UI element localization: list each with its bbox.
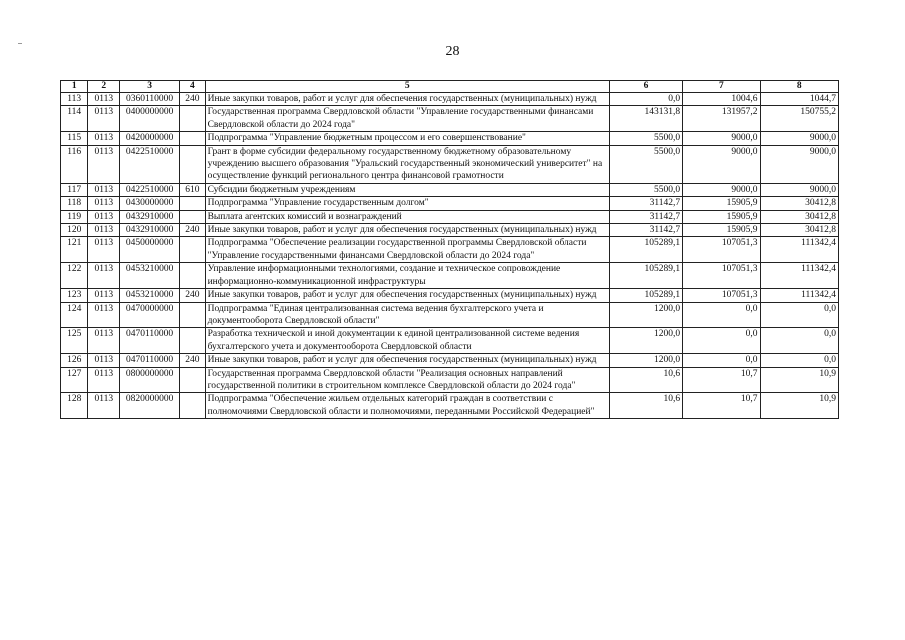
- amount-col-8: 150755,2: [760, 106, 838, 132]
- section-code: 0113: [88, 354, 120, 367]
- row-number: 123: [61, 289, 88, 302]
- target-article-code: 0450000000: [120, 237, 180, 263]
- table-row: [61, 289, 839, 302]
- row-number: 128: [61, 393, 88, 419]
- section-code: 0113: [88, 289, 120, 302]
- amount-col-8: 111342,4: [760, 263, 838, 289]
- amount-col-8: 111342,4: [760, 289, 838, 302]
- table-row: [61, 197, 839, 210]
- table-row: [61, 354, 839, 367]
- amount-col-8: 111342,4: [760, 237, 838, 263]
- amount-col-7: 9000,0: [683, 132, 760, 145]
- amount-col-6: 5500,0: [609, 145, 682, 183]
- row-number: 118: [61, 197, 88, 210]
- expense-name: Иные закупки товаров, работ и услуг для обеспечения государственных (муниципальных) нужд: [205, 224, 609, 237]
- expense-name: Иные закупки товаров, работ и услуг для обеспечения государственных (муниципальных) нужд: [205, 289, 609, 302]
- row-number: 124: [61, 302, 88, 328]
- header-row: [61, 81, 839, 93]
- table-row: [61, 183, 839, 196]
- target-article-code: 0453210000: [120, 263, 180, 289]
- expense-type-code: [180, 328, 205, 354]
- table-row: [61, 237, 839, 263]
- target-article-code: 0400000000: [120, 106, 180, 132]
- column-header: 1: [61, 81, 88, 93]
- expense-type-code: [180, 145, 205, 183]
- target-article-code: 0422510000: [120, 145, 180, 183]
- section-code: 0113: [88, 367, 120, 393]
- table-row: [61, 93, 839, 106]
- table-row: [61, 132, 839, 145]
- amount-col-7: 131957,2: [683, 106, 760, 132]
- target-article-code: 0422510000: [120, 183, 180, 196]
- row-number: 125: [61, 328, 88, 354]
- column-header: 6: [609, 81, 682, 93]
- amount-col-7: 0,0: [683, 328, 760, 354]
- target-article-code: 0820000000: [120, 393, 180, 419]
- amount-col-8: 0,0: [760, 302, 838, 328]
- expense-type-code: [180, 263, 205, 289]
- section-code: 0113: [88, 224, 120, 237]
- expense-name: Подпрограмма "Управление государственным долгом": [205, 197, 609, 210]
- target-article-code: 0800000000: [120, 367, 180, 393]
- section-code: 0113: [88, 328, 120, 354]
- expense-type-code: [180, 302, 205, 328]
- amount-col-7: 107051,3: [683, 263, 760, 289]
- target-article-code: 0432910000: [120, 210, 180, 223]
- expense-type-code: 240: [180, 289, 205, 302]
- amount-col-7: 10,7: [683, 367, 760, 393]
- table-row: [61, 224, 839, 237]
- section-code: 0113: [88, 93, 120, 106]
- amount-col-6: 0,0: [609, 93, 682, 106]
- expense-name: Грант в форме субсидии федеральному государственному бюджетному образовательному учреждению высшего образования "Уральский государственный экономический университет" на осуществление функций регионального центра финансовой грамотности: [205, 145, 609, 183]
- table-row: [61, 302, 839, 328]
- amount-col-7: 9000,0: [683, 183, 760, 196]
- section-code: 0113: [88, 132, 120, 145]
- expense-type-code: [180, 367, 205, 393]
- expense-type-code: 240: [180, 224, 205, 237]
- budget-table: [60, 80, 839, 419]
- column-header: 4: [180, 81, 205, 93]
- section-code: 0113: [88, 183, 120, 196]
- amount-col-6: 143131,8: [609, 106, 682, 132]
- amount-col-6: 105289,1: [609, 289, 682, 302]
- row-number: 114: [61, 106, 88, 132]
- expense-name: Подпрограмма "Обеспечение жильем отдельных категорий граждан в соответствии с полномочиями Свердловской области и полномочиями, переданными Российской Федерацией": [205, 393, 609, 419]
- table-row: [61, 367, 839, 393]
- table-row: [61, 210, 839, 223]
- amount-col-6: 1200,0: [609, 328, 682, 354]
- row-number: 116: [61, 145, 88, 183]
- amount-col-6: 1200,0: [609, 354, 682, 367]
- row-number: 127: [61, 367, 88, 393]
- expense-type-code: 610: [180, 183, 205, 196]
- amount-col-7: 15905,9: [683, 210, 760, 223]
- row-number: 122: [61, 263, 88, 289]
- target-article-code: 0453210000: [120, 289, 180, 302]
- amount-col-8: 30412,8: [760, 210, 838, 223]
- amount-col-7: 107051,3: [683, 289, 760, 302]
- amount-col-6: 31142,7: [609, 210, 682, 223]
- row-number: 121: [61, 237, 88, 263]
- amount-col-8: 30412,8: [760, 224, 838, 237]
- amount-col-6: 105289,1: [609, 263, 682, 289]
- amount-col-6: 1200,0: [609, 302, 682, 328]
- expense-name: Государственная программа Свердловской области "Реализация основных направлений государственной политики в строительном комплексе Свердловской области до 2024 года": [205, 367, 609, 393]
- expense-type-code: [180, 132, 205, 145]
- amount-col-7: 9000,0: [683, 145, 760, 183]
- section-code: 0113: [88, 145, 120, 183]
- row-number: 117: [61, 183, 88, 196]
- amount-col-7: 107051,3: [683, 237, 760, 263]
- section-code: 0113: [88, 106, 120, 132]
- table-row: [61, 393, 839, 419]
- expense-name: Подпрограмма "Управление бюджетным процессом и его совершенствование": [205, 132, 609, 145]
- column-header: 7: [683, 81, 760, 93]
- row-number: 126: [61, 354, 88, 367]
- table-row: [61, 263, 839, 289]
- expense-type-code: [180, 237, 205, 263]
- amount-col-8: 1044,7: [760, 93, 838, 106]
- expense-name: Управление информационными технологиями, создание и техническое сопровождение информационно-коммуникационной инфраструктуры: [205, 263, 609, 289]
- amount-col-6: 10,6: [609, 393, 682, 419]
- expense-type-code: [180, 210, 205, 223]
- amount-col-6: 31142,7: [609, 224, 682, 237]
- amount-col-6: 31142,7: [609, 197, 682, 210]
- section-code: 0113: [88, 302, 120, 328]
- column-header: 2: [88, 81, 120, 93]
- expense-name: Выплата агентских комиссий и вознаграждений: [205, 210, 609, 223]
- row-number: 119: [61, 210, 88, 223]
- target-article-code: 0470110000: [120, 354, 180, 367]
- row-number: 113: [61, 93, 88, 106]
- section-code: 0113: [88, 237, 120, 263]
- amount-col-8: 10,9: [760, 367, 838, 393]
- amount-col-7: 1004,6: [683, 93, 760, 106]
- amount-col-8: 10,9: [760, 393, 838, 419]
- column-header: 8: [760, 81, 838, 93]
- table-row: [61, 106, 839, 132]
- amount-col-6: 5500,0: [609, 132, 682, 145]
- amount-col-7: 15905,9: [683, 224, 760, 237]
- section-code: 0113: [88, 263, 120, 289]
- expense-type-code: 240: [180, 354, 205, 367]
- target-article-code: 0432910000: [120, 224, 180, 237]
- page-number: 28: [445, 44, 460, 59]
- expense-name: Субсидии бюджетным учреждениям: [205, 183, 609, 196]
- expense-type-code: 240: [180, 93, 205, 106]
- expense-name: Подпрограмма "Обеспечение реализации государственной программы Свердловской области "Управление государственными финансами Свердловской области до 2024 года": [205, 237, 609, 263]
- target-article-code: 0420000000: [120, 132, 180, 145]
- amount-col-8: 9000,0: [760, 145, 838, 183]
- amount-col-8: 0,0: [760, 328, 838, 354]
- table-row: [61, 145, 839, 183]
- column-header: 3: [120, 81, 180, 93]
- target-article-code: 0430000000: [120, 197, 180, 210]
- amount-col-8: 30412,8: [760, 197, 838, 210]
- target-article-code: 0360110000: [120, 93, 180, 106]
- target-article-code: 0470000000: [120, 302, 180, 328]
- amount-col-6: 5500,0: [609, 183, 682, 196]
- expense-type-code: [180, 106, 205, 132]
- amount-col-7: 15905,9: [683, 197, 760, 210]
- amount-col-6: 105289,1: [609, 237, 682, 263]
- section-code: 0113: [88, 210, 120, 223]
- expense-name: Иные закупки товаров, работ и услуг для обеспечения государственных (муниципальных) нужд: [205, 354, 609, 367]
- amount-col-8: 9000,0: [760, 132, 838, 145]
- amount-col-8: 0,0: [760, 354, 838, 367]
- expense-type-code: [180, 393, 205, 419]
- amount-col-8: 9000,0: [760, 183, 838, 196]
- expense-name: Иные закупки товаров, работ и услуг для обеспечения государственных (муниципальных) нужд: [205, 93, 609, 106]
- scan-mark: [18, 43, 22, 44]
- section-code: 0113: [88, 197, 120, 210]
- expense-type-code: [180, 197, 205, 210]
- section-code: 0113: [88, 393, 120, 419]
- expense-name: Государственная программа Свердловской области "Управление государственными финансами Свердловской области до 2024 года": [205, 106, 609, 132]
- amount-col-7: 10,7: [683, 393, 760, 419]
- target-article-code: 0470110000: [120, 328, 180, 354]
- row-number: 120: [61, 224, 88, 237]
- table-row: [61, 328, 839, 354]
- expense-name: Подпрограмма "Единая централизованная система ведения бухгалтерского учета и документооборота Свердловской области": [205, 302, 609, 328]
- row-number: 115: [61, 132, 88, 145]
- table-body: [61, 93, 839, 419]
- amount-col-7: 0,0: [683, 302, 760, 328]
- amount-col-7: 0,0: [683, 354, 760, 367]
- amount-col-6: 10,6: [609, 367, 682, 393]
- column-header: 5: [205, 81, 609, 93]
- expense-name: Разработка технической и иной документации к единой централизованной системе ведения бухгалтерского учета и документооборота Свердловской области: [205, 328, 609, 354]
